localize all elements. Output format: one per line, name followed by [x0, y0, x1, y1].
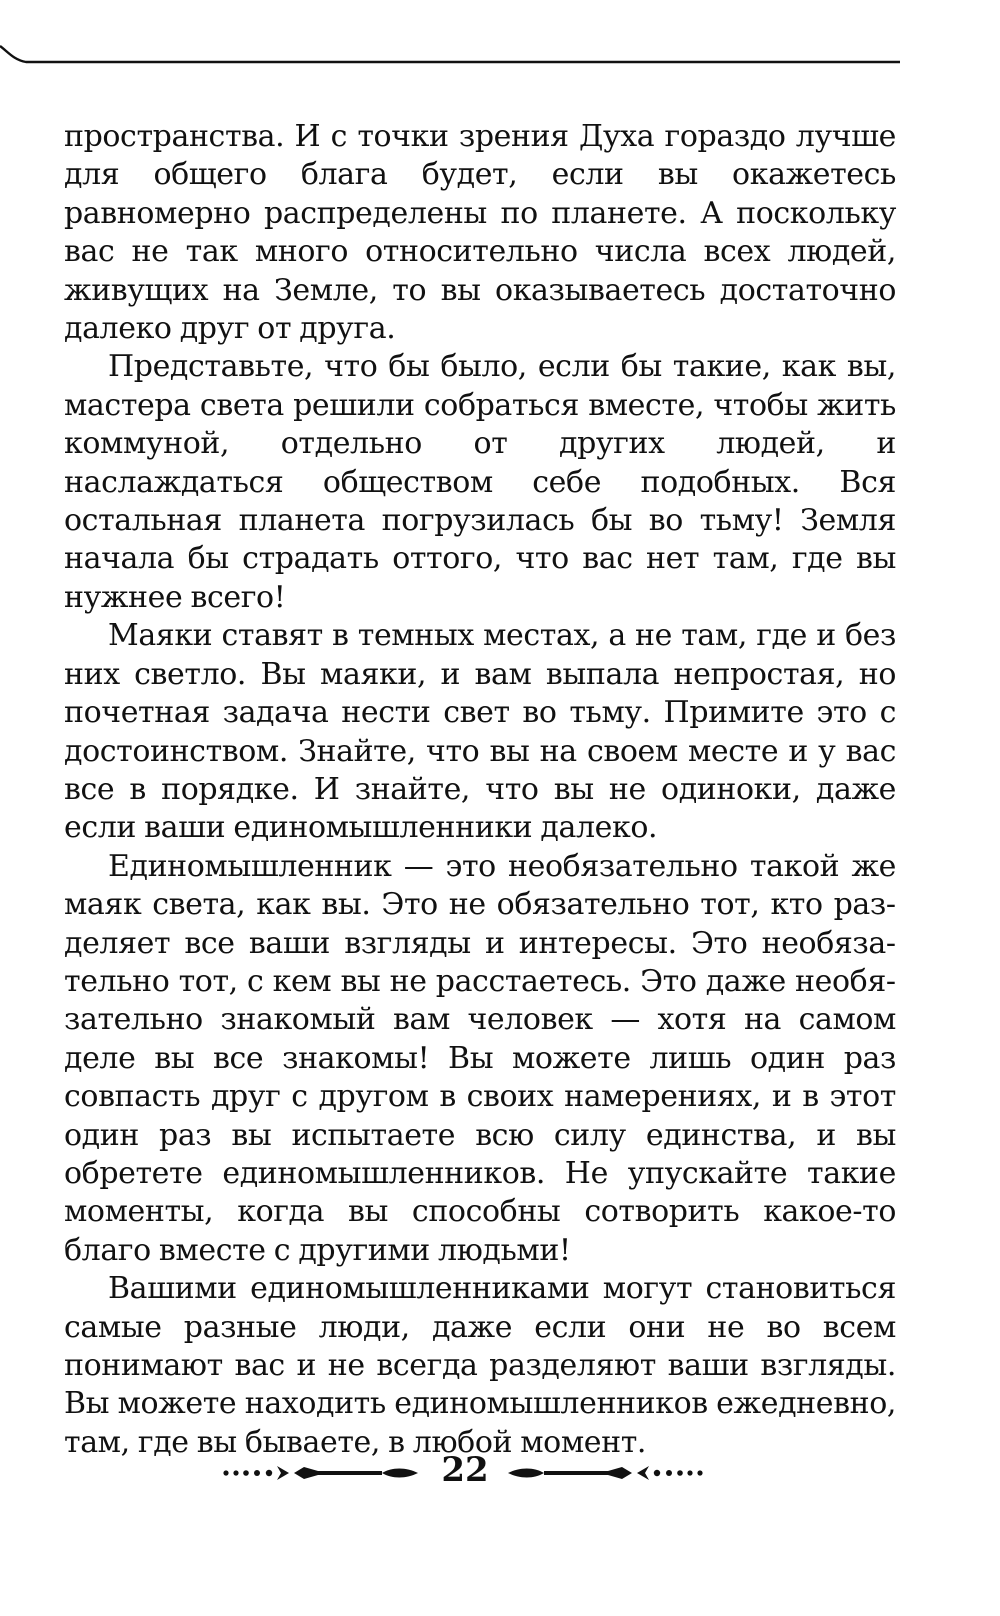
paragraph: Единомышленник — это необязательно такой же маяк света, как вы. Это не обязательно тот, кто разделяет все ваши взгляды и интересы. Это необязательно тот, с кем вы не расстаетесь. Это даже необязательно знакомый вам человек — хотя на самом деле вы все знакомы! Вы можете лишь один раз совпасть друг с другом в своих намерениях, и в этот один раз вы испытаете всю силу единства, и вы обретете единомышленников. Не упускайте такие моменты, когда вы способны сотворить какое-то благо вместе с другими людьми!	[64, 848, 896, 1268]
paragraph: Представьте, что бы было, если бы такие, как вы, мастера света решили собраться вместе, чтобы жить коммуной, отдельно от других людей, и наслаждаться обществом себе подобных. Вся остальная планета погрузилась бы во тьму! Земля начала бы страдать оттого, что вас нет там, где вы нужнее всего!	[64, 349, 896, 615]
page-number: 22	[441, 1450, 489, 1490]
page-body	[64, 118, 896, 1462]
paragraph: пространства. И с точки зрения Духа гораздо лучше для общего блага будет, если вы окажетесь равномерно распределены по планете. А поскольку вас не так много относительно числа всех людей, живущих на Земле, то вы оказываетесь достаточно далеко друг от друга.	[64, 119, 896, 347]
paragraph: Маяки ставят в темных местах, а не там, где и без них светло. Вы маяки, и вам выпала непростая, но почетная задача нести свет во тьму. Примите это с достоинством. Знайте, что вы на своем месте и у вас все в порядке. И знайте, что вы не одиноки, даже если ваши единомышленники далеко.	[64, 618, 896, 846]
header-rule	[0, 30, 940, 70]
paragraph: Вашими единомышленниками могут становиться самые разные люди, даже если они не во всем понимают вас и не всегда разделяют ваши взгляды. Вы можете находить единомышленников ежедневно, там, где вы бываете, в любой момент.	[64, 1271, 896, 1460]
footer-ornament-right-icon	[504, 1454, 704, 1488]
footer-ornament-left-icon	[222, 1454, 422, 1488]
